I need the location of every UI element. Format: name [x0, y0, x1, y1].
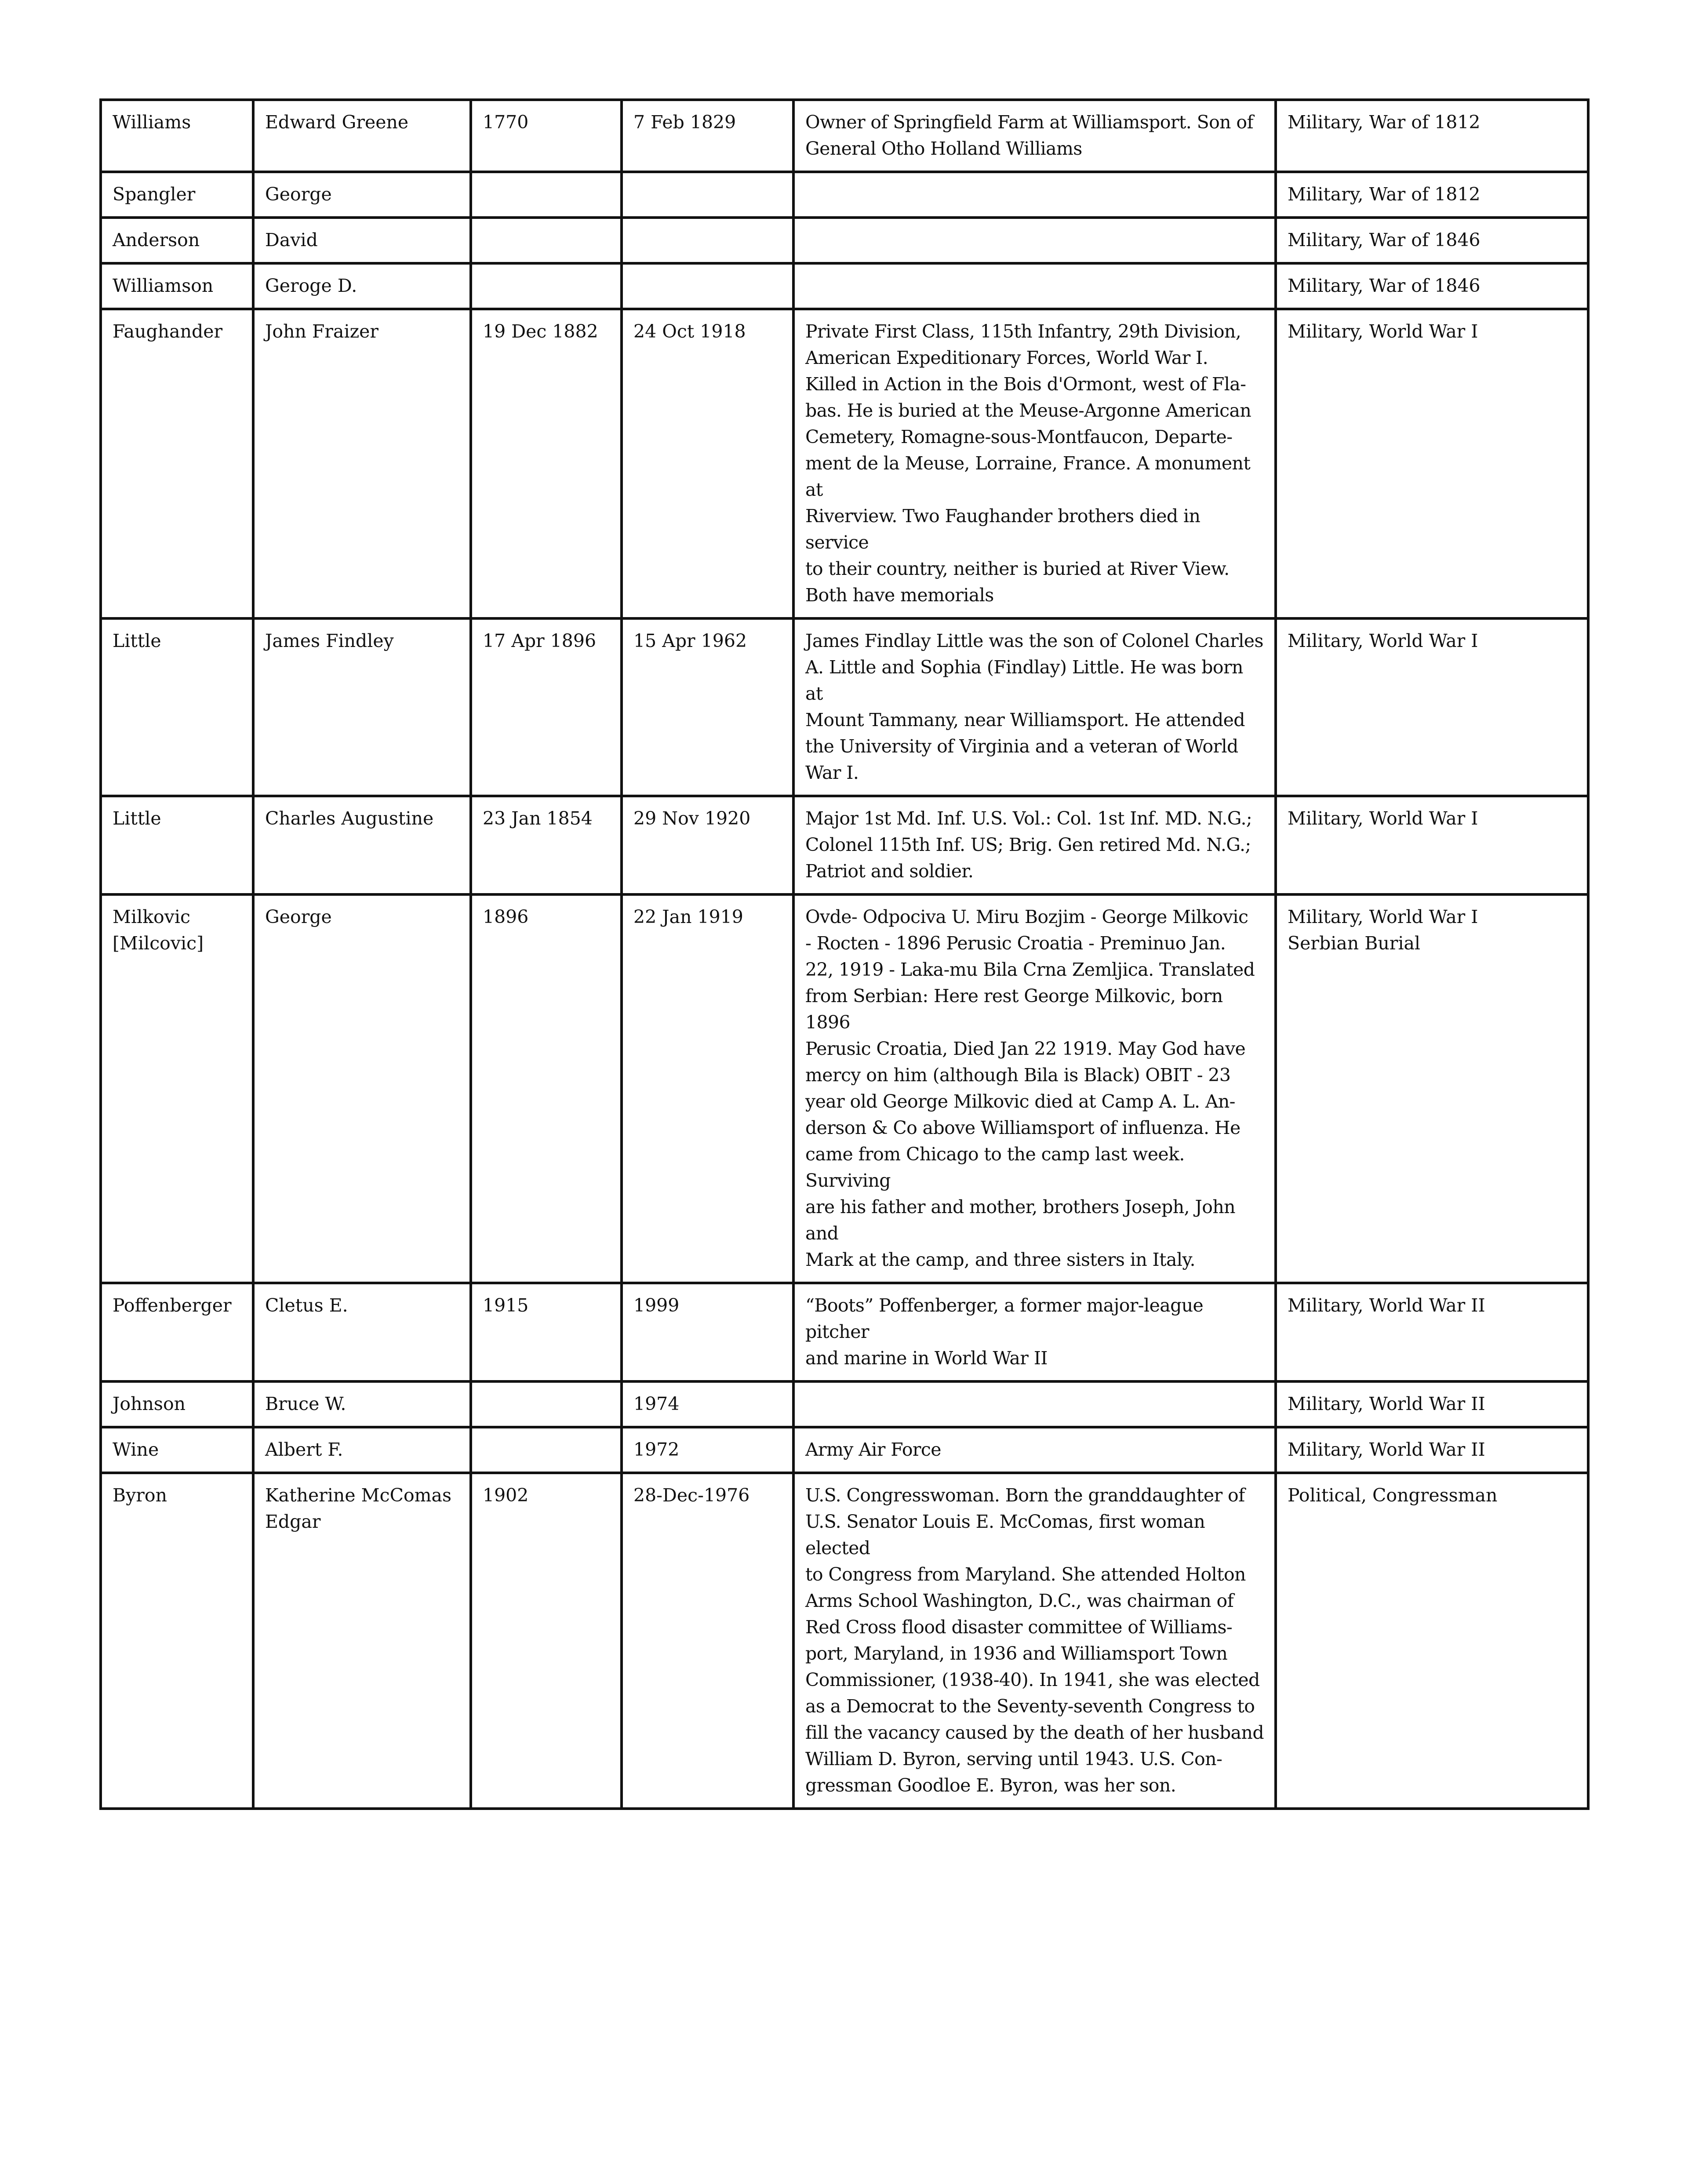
- description-cell: Owner of Springfield Farm at Williamsport. Son of General Otho Holland Williams: [793, 100, 1276, 172]
- category-cell: Military, World War I: [1276, 618, 1588, 796]
- table-row: [101, 1283, 1588, 1381]
- surname-cell: Anderson: [101, 218, 253, 263]
- surname-cell: Milkovic [Milcovic]: [101, 894, 253, 1283]
- table-row: [101, 796, 1588, 894]
- description-cell: James Findlay Little was the son of Colonel Charles A. Little and Sophia (Findlay) Little. He was born at Mount Tammany, near Williamsport. He attended the University of Virginia and a veteran of World War I.: [793, 618, 1276, 796]
- given-name-cell: Edward Greene: [253, 100, 471, 172]
- given-name-cell: George: [253, 172, 471, 218]
- description-cell: “Boots” Poffenberger, a former major-league pitcher and marine in World War II: [793, 1283, 1276, 1381]
- description-cell: [793, 218, 1276, 263]
- born-cell: 1902: [471, 1473, 622, 1809]
- surname-cell: Williamson: [101, 263, 253, 309]
- category-cell: Military, World War I: [1276, 796, 1588, 894]
- died-cell: 22 Jan 1919: [622, 894, 793, 1283]
- born-cell: 17 Apr 1896: [471, 618, 622, 796]
- died-cell: 1972: [622, 1427, 793, 1473]
- given-name-cell: Albert F.: [253, 1427, 471, 1473]
- died-cell: 15 Apr 1962: [622, 618, 793, 796]
- category-cell: Military, World War II: [1276, 1283, 1588, 1381]
- given-name-cell: Cletus E.: [253, 1283, 471, 1381]
- born-cell: 1896: [471, 894, 622, 1283]
- table-row: [101, 263, 1588, 309]
- table-row: [101, 1473, 1588, 1809]
- surname-cell: Byron: [101, 1473, 253, 1809]
- table-row: [101, 894, 1588, 1283]
- given-name-cell: John Fraizer: [253, 309, 471, 618]
- surname-cell: Williams: [101, 100, 253, 172]
- category-cell: Military, World War II: [1276, 1427, 1588, 1473]
- surname-cell: Poffenberger: [101, 1283, 253, 1381]
- given-name-cell: George: [253, 894, 471, 1283]
- died-cell: 29 Nov 1920: [622, 796, 793, 894]
- description-cell: Army Air Force: [793, 1427, 1276, 1473]
- category-cell: Military, World War II: [1276, 1381, 1588, 1427]
- table-row: [101, 618, 1588, 796]
- category-cell: Military, War of 1812: [1276, 100, 1588, 172]
- born-cell: [471, 1381, 622, 1427]
- born-cell: [471, 172, 622, 218]
- born-cell: [471, 263, 622, 309]
- surname-cell: Wine: [101, 1427, 253, 1473]
- description-cell: Private First Class, 115th Infantry, 29th Division, American Expeditionary Forces, World War I. Killed in Action in the Bois d'Ormont, west of Fla- bas. He is buried at the Meuse-Argonne American Cemetery, Romagne-sous-Montfaucon, Departe- ment de la Meuse, Lorraine, France. A monument at Riverview. Two Faughander brothers died in service to their country, neither is buried at River View. Both have memorials: [793, 309, 1276, 618]
- category-cell: Military, War of 1846: [1276, 263, 1588, 309]
- born-cell: 1915: [471, 1283, 622, 1381]
- surname-cell: Spangler: [101, 172, 253, 218]
- description-cell: [793, 172, 1276, 218]
- description-cell: Ovde- Odpociva U. Miru Bozjim - George Milkovic - Rocten - 1896 Perusic Croatia - Preminuo Jan. 22, 1919 - Laka-mu Bila Crna Zemljica. Translated from Serbian: Here rest George Milkovic, born 1896 Perusic Croatia, Died Jan 22 1919. May God have mercy on him (although Bila is Black) OBIT - 23 year old George Milkovic died at Camp A. L. An- derson & Co above Williamsport of influenza. He came from Chicago to the camp last week. Surviving are his father and mother, brothers Joseph, John and Mark at the camp, and three sisters in Italy.: [793, 894, 1276, 1283]
- description-cell: [793, 263, 1276, 309]
- category-cell: Political, Congressman: [1276, 1473, 1588, 1809]
- died-cell: 7 Feb 1829: [622, 100, 793, 172]
- surname-cell: Faughander: [101, 309, 253, 618]
- table-row: [101, 309, 1588, 618]
- table-row: [101, 218, 1588, 263]
- died-cell: 28-Dec-1976: [622, 1473, 793, 1809]
- burial-records-table: [99, 98, 1590, 1810]
- table-row: [101, 1381, 1588, 1427]
- description-cell: Major 1st Md. Inf. U.S. Vol.: Col. 1st Inf. MD. N.G.; Colonel 115th Inf. US; Brig. Gen retired Md. N.G.; Patriot and soldier.: [793, 796, 1276, 894]
- born-cell: [471, 1427, 622, 1473]
- category-cell: Military, War of 1812: [1276, 172, 1588, 218]
- given-name-cell: Katherine McComas Edgar: [253, 1473, 471, 1809]
- category-cell: Military, World War I Serbian Burial: [1276, 894, 1588, 1283]
- died-cell: 1974: [622, 1381, 793, 1427]
- given-name-cell: David: [253, 218, 471, 263]
- description-cell: [793, 1381, 1276, 1427]
- category-cell: Military, World War I: [1276, 309, 1588, 618]
- category-cell: Military, War of 1846: [1276, 218, 1588, 263]
- table-row: [101, 100, 1588, 172]
- died-cell: [622, 218, 793, 263]
- table-row: [101, 1427, 1588, 1473]
- died-cell: 1999: [622, 1283, 793, 1381]
- born-cell: 1770: [471, 100, 622, 172]
- died-cell: 24 Oct 1918: [622, 309, 793, 618]
- surname-cell: Little: [101, 796, 253, 894]
- died-cell: [622, 172, 793, 218]
- surname-cell: Johnson: [101, 1381, 253, 1427]
- given-name-cell: Charles Augustine: [253, 796, 471, 894]
- description-cell: U.S. Congresswoman. Born the granddaughter of U.S. Senator Louis E. McComas, first woman elected to Congress from Maryland. She attended Holton Arms School Washington, D.C., was chairman of Red Cross flood disaster committee of Williams- port, Maryland, in 1936 and Williamsport Town Commissioner, (1938-40). In 1941, she was elected as a Democrat to the Seventy-seventh Congress to fill the vacancy caused by the death of her husband William D. Byron, serving until 1943. U.S. Con- gressman Goodloe E. Byron, was her son.: [793, 1473, 1276, 1809]
- surname-cell: Little: [101, 618, 253, 796]
- given-name-cell: Bruce W.: [253, 1381, 471, 1427]
- born-cell: [471, 218, 622, 263]
- died-cell: [622, 263, 793, 309]
- given-name-cell: James Findley: [253, 618, 471, 796]
- table-row: [101, 172, 1588, 218]
- born-cell: 23 Jan 1854: [471, 796, 622, 894]
- given-name-cell: Geroge D.: [253, 263, 471, 309]
- born-cell: 19 Dec 1882: [471, 309, 622, 618]
